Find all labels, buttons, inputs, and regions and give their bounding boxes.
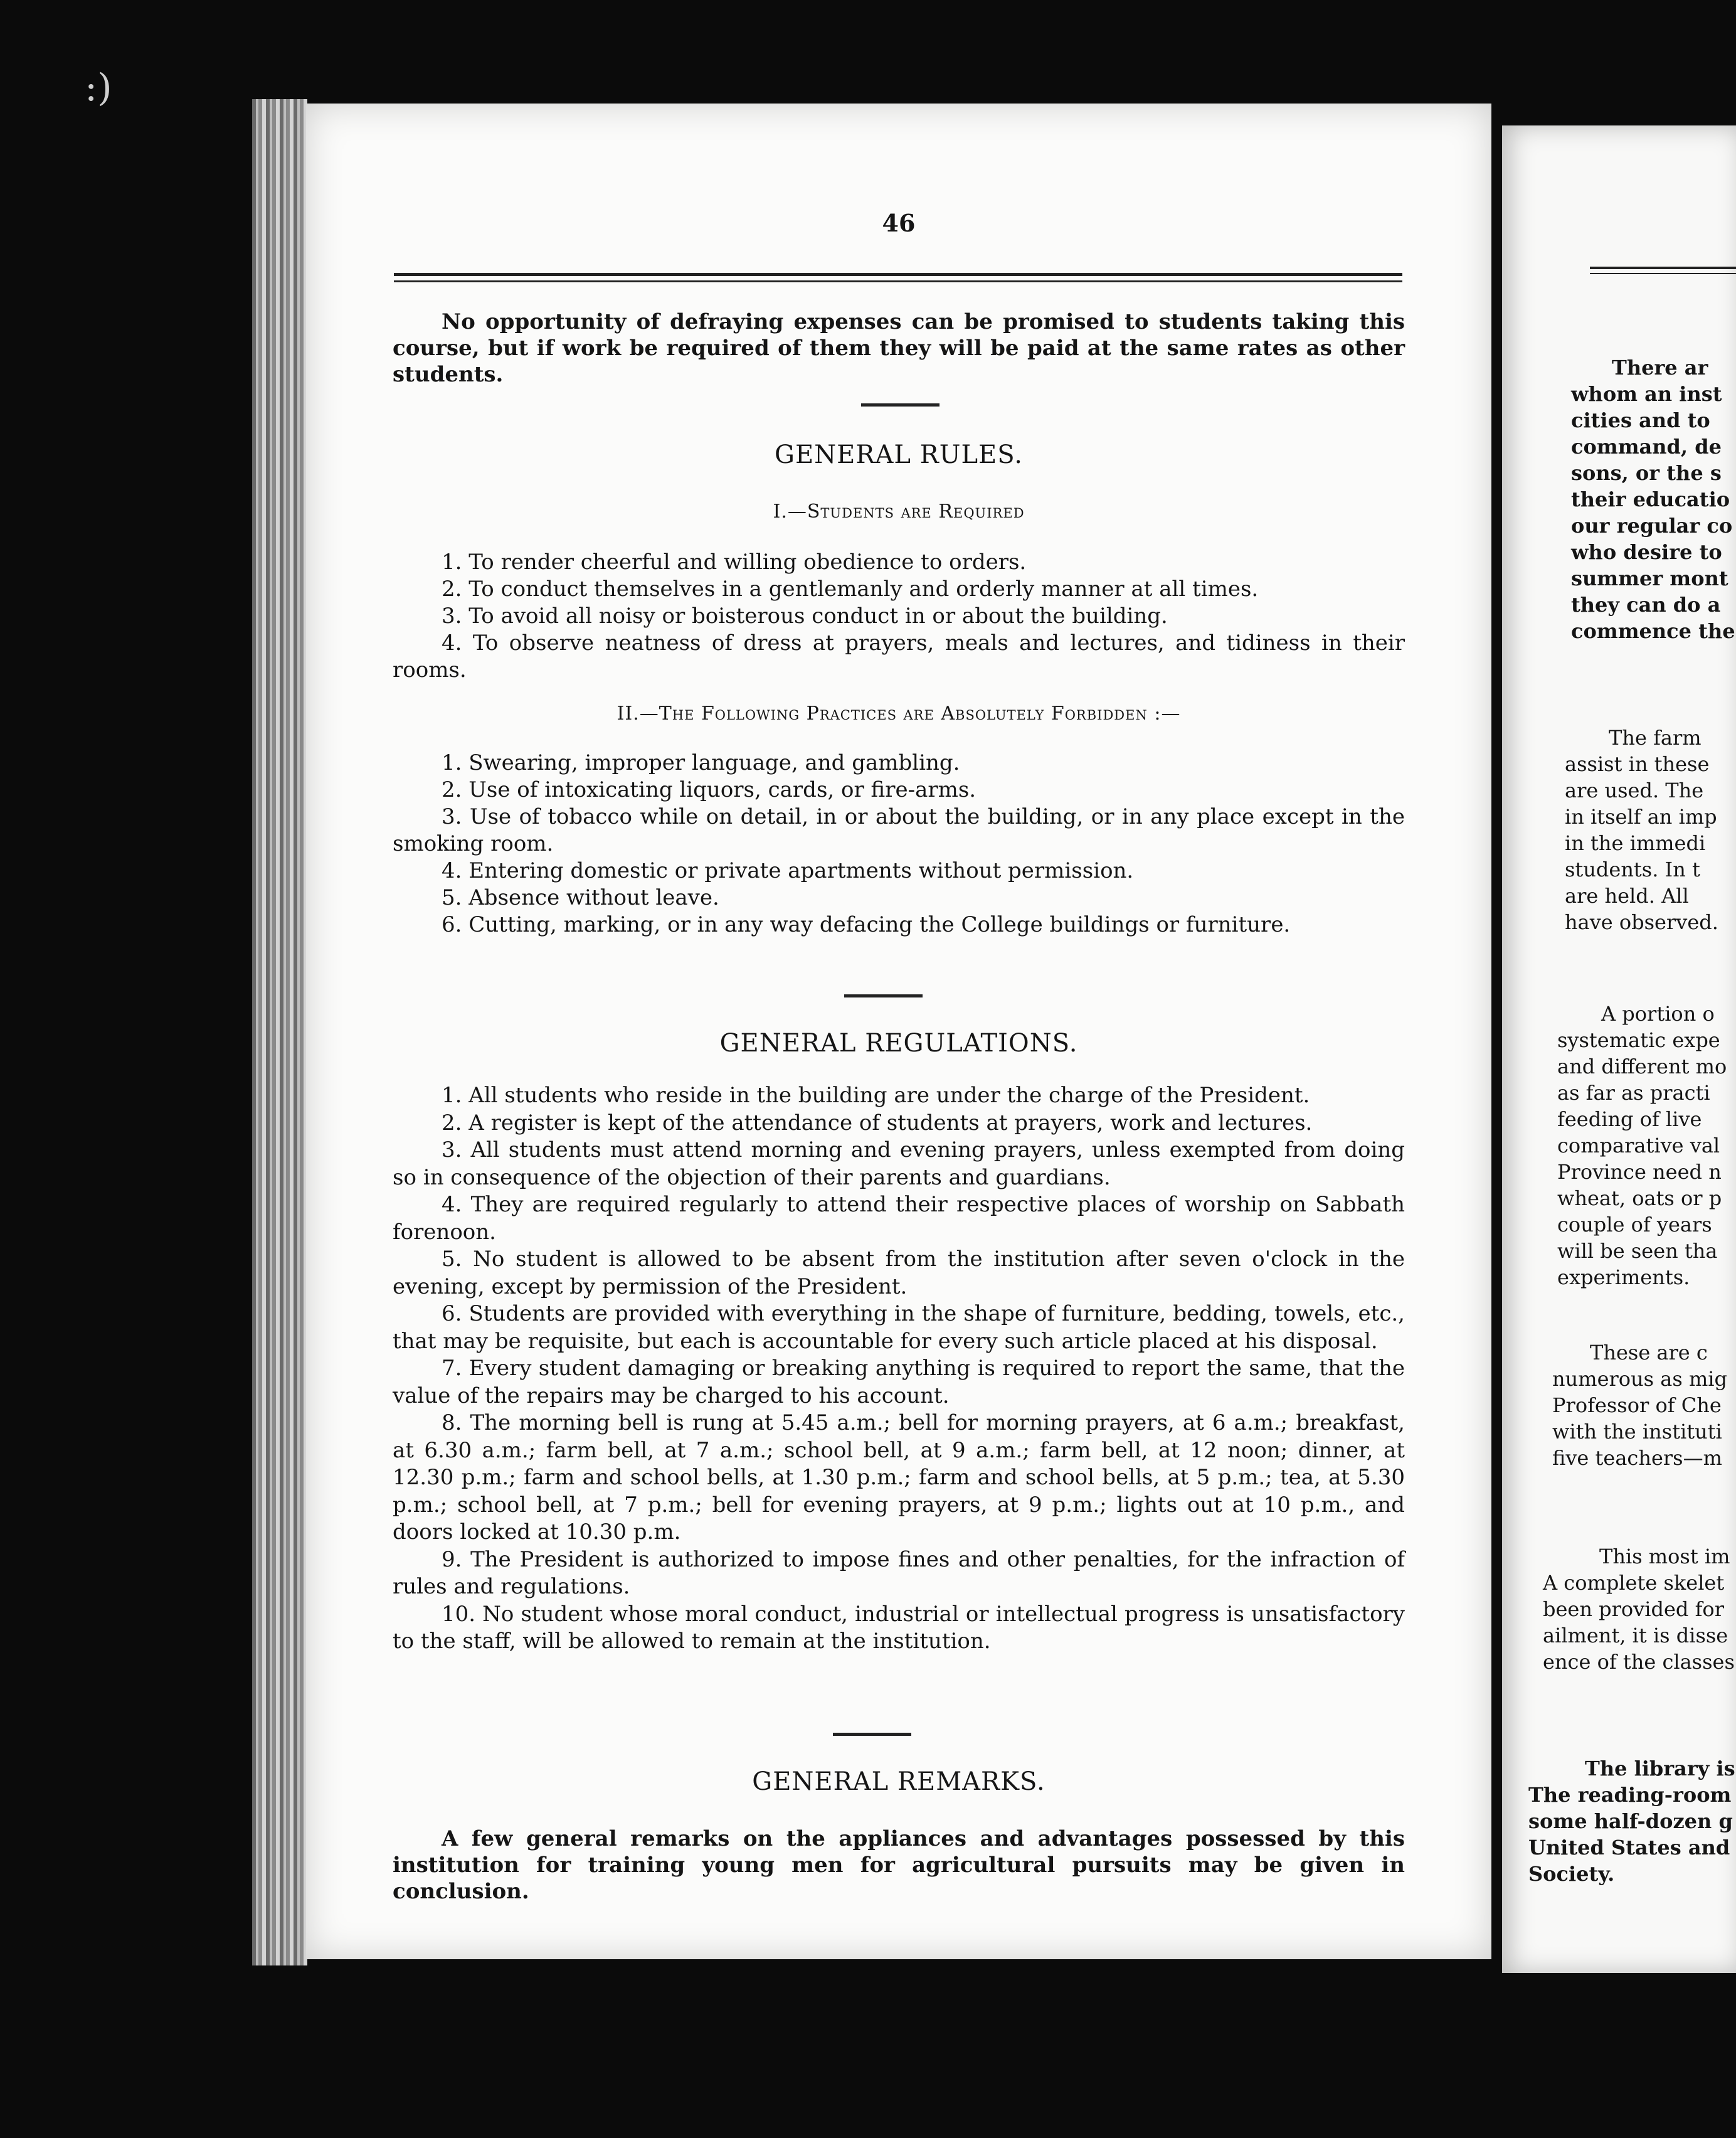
students-required-subheading: I.—Students are Required xyxy=(773,501,1025,523)
fragment-line: ence of the classes xyxy=(1543,1650,1735,1674)
page-number: 46 xyxy=(882,209,916,237)
list-item: 5. No student is allowed to be absent from the institution after seven o'clock in the evening, except by permission of the President. xyxy=(393,1247,1405,1299)
fragment-line: are used. The xyxy=(1565,779,1704,802)
fragment-line: numerous as mig xyxy=(1552,1367,1727,1391)
fragment-line: Province need n xyxy=(1557,1160,1722,1184)
fragment-line: Society. xyxy=(1528,1862,1615,1886)
fragment-line: couple of years xyxy=(1557,1213,1712,1237)
list-item: 8. The morning bell is rung at 5.45 a.m.; bell for morning prayers, at 6 a.m.; breakfast, at 6.30 a.m.; farm bell, at 7 a.m.; school bell, at 9 a.m.; farm bell, at 12 noon; dinner, at 12.30 p.m.; farm and school bells, at 1.30 p.m.; farm and school bells, at 5 p.m.; tea, at 5.30 p.m.; school bell, at 7 p.m.; bell for evening prayers, at 9 p.m.; lights out at 10 p.m., and doors locked at 10.30 p.m. xyxy=(393,1410,1405,1545)
general-remarks-paragraph: A few general remarks on the appliances and advantages possessed by this institution for training young men for agricultural pursuits may be given in conclusion. xyxy=(393,1826,1405,1904)
list-item: 6. Students are provided with everything in the shape of furniture, bedding, towels, etc., that may be requisite, but each is accountable for every such article placed at his disposal. xyxy=(393,1301,1405,1354)
fragment-line: in the immedi xyxy=(1565,831,1706,855)
right-fragment-block-3 xyxy=(1557,1001,1736,1290)
fragment-line: as far as practi xyxy=(1557,1081,1710,1105)
fragment-line: There ar xyxy=(1612,356,1708,380)
section-separator xyxy=(861,403,939,407)
fragment-line: The library is xyxy=(1585,1757,1735,1780)
list-item: 2. To conduct themselves in a gentlemanly and orderly manner at all times. xyxy=(442,577,1259,602)
fragment-line: Professor of Che xyxy=(1552,1393,1722,1417)
left-page xyxy=(306,104,1491,1959)
fragment-line: summer mont xyxy=(1571,566,1728,590)
fragment-line: their educatio xyxy=(1571,487,1730,511)
list-item: 7. Every student damaging or breaking anything is required to report the same, that the value of the repairs may be charged to his account. xyxy=(393,1356,1405,1408)
fragment-line: experiments. xyxy=(1557,1265,1690,1289)
fragment-line: These are c xyxy=(1590,1341,1708,1364)
list-item: 9. The President is authorized to impose fines and other penalties, for the infraction of rules and regulations. xyxy=(393,1546,1405,1599)
right-page-fragment xyxy=(1502,125,1736,1973)
list-item: 2. Use of intoxicating liquors, cards, or fire-arms. xyxy=(442,777,977,802)
intro-paragraph: No opportunity of defraying expenses can be promised to students taking this course, but if work be required of them they will be paid at the same rates as other students. xyxy=(393,309,1405,387)
header-double-rule xyxy=(1590,267,1736,274)
fragment-line: systematic expe xyxy=(1557,1028,1720,1052)
fragment-line: who desire to xyxy=(1571,540,1722,564)
fragment-line: A complete skelet xyxy=(1543,1571,1725,1595)
fragment-line: The farm xyxy=(1609,726,1702,750)
fragment-line: whom an inst xyxy=(1571,382,1722,406)
list-item: 3. To avoid all noisy or boisterous conduct in or about the building. xyxy=(442,604,1168,629)
fragment-line: have observed. xyxy=(1565,910,1718,934)
fragment-line: been provided for xyxy=(1543,1597,1724,1621)
fragment-line: commence the xyxy=(1571,619,1735,643)
fragment-line: five teachers—m xyxy=(1552,1446,1722,1470)
forbidden-practices-subheading: II.—The Following Practices are Absolutely Forbidden :— xyxy=(617,703,1181,725)
book-page-edges xyxy=(252,99,307,1965)
fragment-line: with the instituti xyxy=(1552,1420,1722,1444)
fragment-line: and different mo xyxy=(1557,1055,1727,1078)
right-fragment-block-4 xyxy=(1552,1339,1736,1471)
fragment-line: are held. All xyxy=(1565,884,1689,908)
fragment-line: feeding of live xyxy=(1557,1107,1702,1131)
fragment-line: This most im xyxy=(1599,1545,1730,1568)
right-fragment-block-6 xyxy=(1528,1755,1736,1887)
fragment-line: United States and xyxy=(1528,1836,1730,1859)
list-item: 10. No student whose moral conduct, industrial or intellectual progress is unsatisfactory to the staff, will be allowed to remain at the institution. xyxy=(393,1601,1405,1654)
fragment-line: sons, or the s xyxy=(1571,461,1722,485)
general-rules-heading: GENERAL RULES. xyxy=(775,440,1023,469)
list-item: 1. Swearing, improper language, and gambling. xyxy=(442,750,960,775)
fragment-line: wheat, oats or p xyxy=(1557,1186,1722,1210)
fragment-line: in itself an imp xyxy=(1565,805,1717,829)
list-item: 2. A register is kept of the attendance of students at prayers, work and lectures. xyxy=(442,1110,1313,1135)
list-item: 6. Cutting, marking, or in any way defacing the College buildings or furniture. xyxy=(442,912,1291,937)
list-item: 5. Absence without leave. xyxy=(442,885,719,910)
fragment-line: A portion o xyxy=(1601,1002,1715,1026)
fragment-line: The reading-room xyxy=(1528,1783,1732,1807)
fragment-line: students. In t xyxy=(1565,858,1700,881)
right-fragment-block-2 xyxy=(1565,725,1736,935)
fragment-line: some half-dozen g xyxy=(1528,1809,1733,1833)
fragment-line: ailment, it is disse xyxy=(1543,1624,1728,1647)
forbidden-practices-list xyxy=(393,750,1405,939)
fragment-line: our regular co xyxy=(1571,514,1733,538)
section-separator xyxy=(844,994,923,997)
fragment-line: assist in these xyxy=(1565,752,1710,776)
fragment-line: cities and to xyxy=(1571,408,1710,432)
list-item: 4. To observe neatness of dress at prayers, meals and lectures, and tidiness in their rooms. xyxy=(393,630,1405,683)
right-fragment-block-1 xyxy=(1571,354,1736,644)
list-item: 4. They are required regularly to attend their respective places of worship on Sabbath forenoon. xyxy=(393,1192,1405,1245)
list-item: 1. To render cheerful and willing obedience to orders. xyxy=(442,550,1027,575)
list-item: 4. Entering domestic or private apartments without permission. xyxy=(442,858,1134,883)
fragment-line: command, de xyxy=(1571,435,1722,459)
fragment-line: will be seen tha xyxy=(1557,1239,1718,1263)
general-regulations-list xyxy=(393,1082,1405,1656)
fragment-line: comparative val xyxy=(1557,1134,1720,1157)
section-separator xyxy=(833,1733,911,1736)
film-scan-mark: :) xyxy=(85,66,112,110)
header-double-rule xyxy=(394,273,1402,282)
general-regulations-heading: GENERAL REGULATIONS. xyxy=(719,1029,1078,1058)
list-item: 1. All students who reside in the building are under the charge of the President. xyxy=(442,1083,1310,1108)
general-remarks-heading: GENERAL REMARKS. xyxy=(752,1767,1045,1796)
list-item: 3. Use of tobacco while on detail, in or about the building, or in any place except in the smoking room. xyxy=(393,804,1405,856)
fragment-line: they can do a xyxy=(1571,593,1721,617)
right-fragment-block-5 xyxy=(1543,1543,1736,1675)
required-rules-list xyxy=(393,549,1405,684)
list-item: 3. All students must attend morning and evening prayers, unless exempted from doing so in consequence of the objection of their parents and guardians. xyxy=(393,1137,1405,1190)
